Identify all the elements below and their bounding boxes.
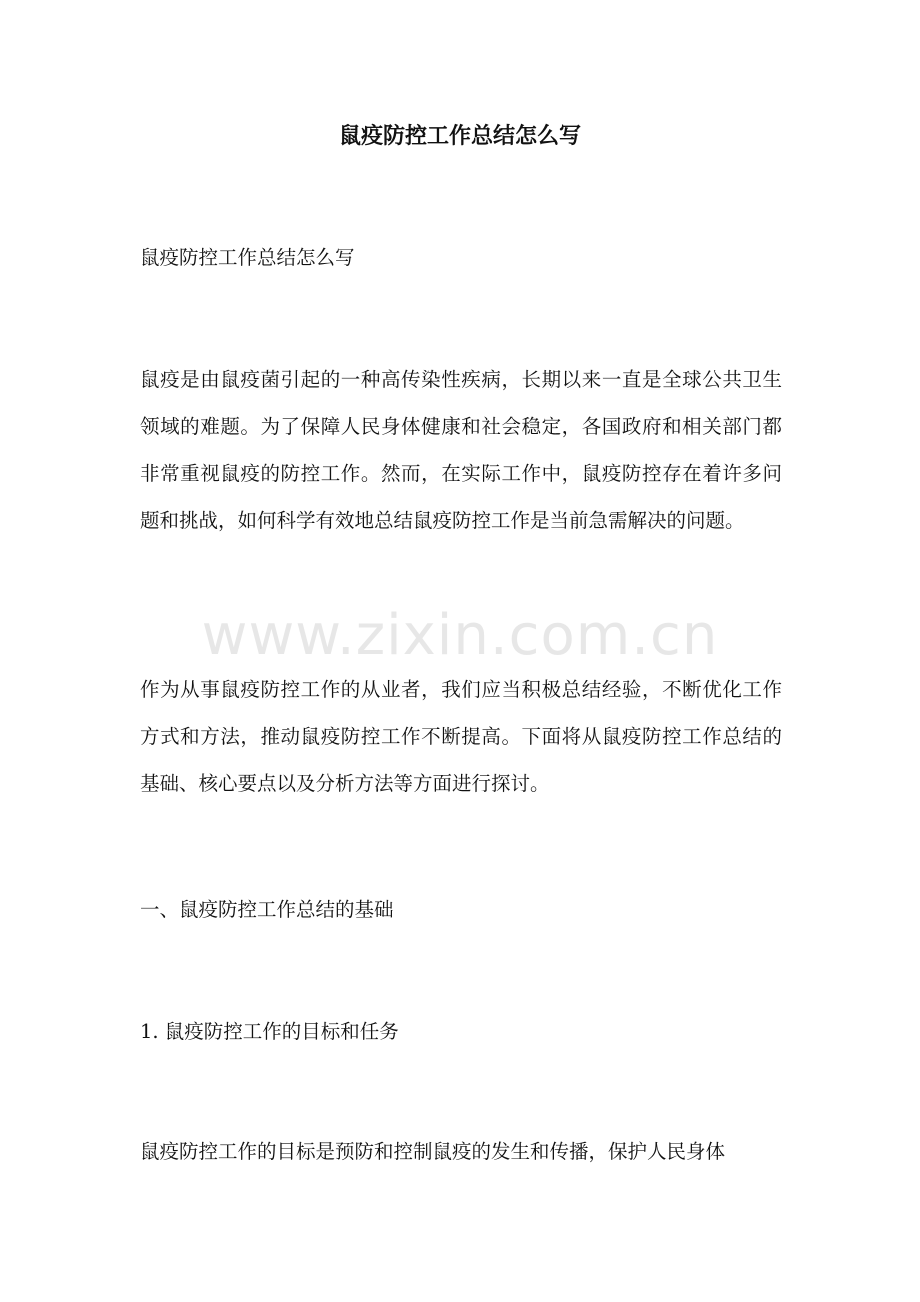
watermark-text: www.zixin.com.cn bbox=[201, 603, 719, 668]
paragraph-goals: 鼠疫防控工作的目标是预防和控制鼠疫的发生和传播，保护人民身体 bbox=[140, 1140, 726, 1163]
document-title: 鼠疫防控工作总结怎么写 bbox=[338, 123, 581, 149]
document-subtitle: 鼠疫防控工作总结怎么写 bbox=[140, 246, 355, 269]
paragraph-practitioner: 作为从事鼠疫防控工作的从业者，我们应当积极总结经验，不断优化工作方式和方法，推动鼠疫防控工作不断提高。下面将从鼠疫防控工作总结的基础、核心要点以及分析方法等方面进行探讨。 bbox=[140, 678, 782, 795]
paragraph-intro: 鼠疫是由鼠疫菌引起的一种高传染性疾病，长期以来一直是全球公共卫生领域的难题。为了保障人民身体健康和社会稳定，各国政府和相关部门都非常重视鼠疫的防控工作。然而，在实际工作中，鼠疫防控存在着许多问题和挑战，如何科学有效地总结鼠疫防控工作是当前急需解决的问题。 bbox=[140, 368, 782, 532]
subsection-heading: 1. 鼠疫防控工作的目标和任务 bbox=[140, 1020, 399, 1043]
section-heading: 一、鼠疫防控工作总结的基础 bbox=[140, 898, 394, 921]
